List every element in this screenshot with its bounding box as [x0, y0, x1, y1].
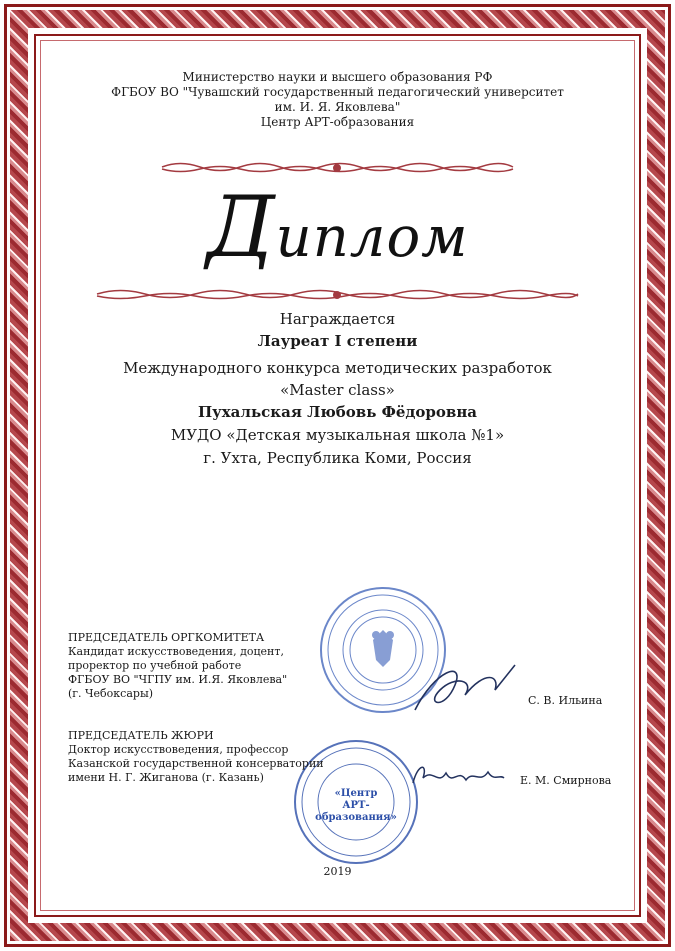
- org-committee-line2: проректор по учебной работе: [68, 659, 242, 672]
- top-ornament: [160, 160, 515, 174]
- stamp-line1: «Центр: [334, 788, 378, 799]
- recipient-school: МУДО «Детская музыкальная школа №1»: [170, 426, 505, 444]
- jury-signature: [408, 758, 508, 794]
- contest-name: «Master class»: [280, 381, 395, 399]
- org-committee-line3: ФГБОУ ВО "ЧГПУ им. И.Я. Яковлева": [68, 673, 288, 686]
- jury-line2: Казанской государственной консерватории: [68, 757, 324, 770]
- bottom-ornament: [95, 287, 580, 301]
- org-committee-role: ПРЕДСЕДАТЕЛЬ ОРГКОМИТЕТА: [68, 631, 265, 644]
- chairman-signature: [405, 650, 525, 725]
- stamp-line2: АРТ-образования»: [315, 800, 397, 823]
- title-initial: Д: [206, 178, 276, 276]
- year: 2019: [323, 865, 352, 878]
- stamp-center-text: [302, 788, 410, 824]
- jury-line3: имени Н. Г. Жиганова (г. Казань): [68, 771, 264, 784]
- contest-title: Международного конкурса методических разработок: [123, 359, 552, 377]
- header-ministry: Министерство науки и высшего образования РФ: [182, 70, 493, 84]
- award-degree: Лауреат I степени: [257, 332, 418, 350]
- header-university-name: им. И. Я. Яковлева": [274, 100, 401, 114]
- diploma-title: [60, 178, 615, 276]
- recipient-location: г. Ухта, Республика Коми, Россия: [203, 449, 472, 467]
- jury-line1: Доктор искусствоведения, профессор: [68, 743, 289, 756]
- header-university: ФГБОУ ВО "Чувашский государственный педагогический университет: [111, 85, 564, 99]
- jury-name: Е. М. Смирнова: [520, 774, 612, 787]
- title-rest: иплом: [275, 205, 469, 270]
- header-block: [60, 70, 615, 130]
- recipient-name: Пухальская Любовь Фёдоровна: [197, 403, 478, 421]
- org-committee-block: [68, 631, 287, 701]
- jury-role: ПРЕДСЕДАТЕЛЬ ЖЮРИ: [68, 729, 214, 742]
- org-committee-line1: Кандидат искусствоведения, доцент,: [68, 645, 284, 658]
- org-committee-line4: (г. Чебоксары): [68, 687, 153, 700]
- org-committee-name: С. В. Ильина: [528, 694, 603, 707]
- award-intro: Награждается: [279, 310, 396, 328]
- header-center: Центр АРТ-образования: [260, 115, 415, 129]
- jury-block: [68, 729, 324, 785]
